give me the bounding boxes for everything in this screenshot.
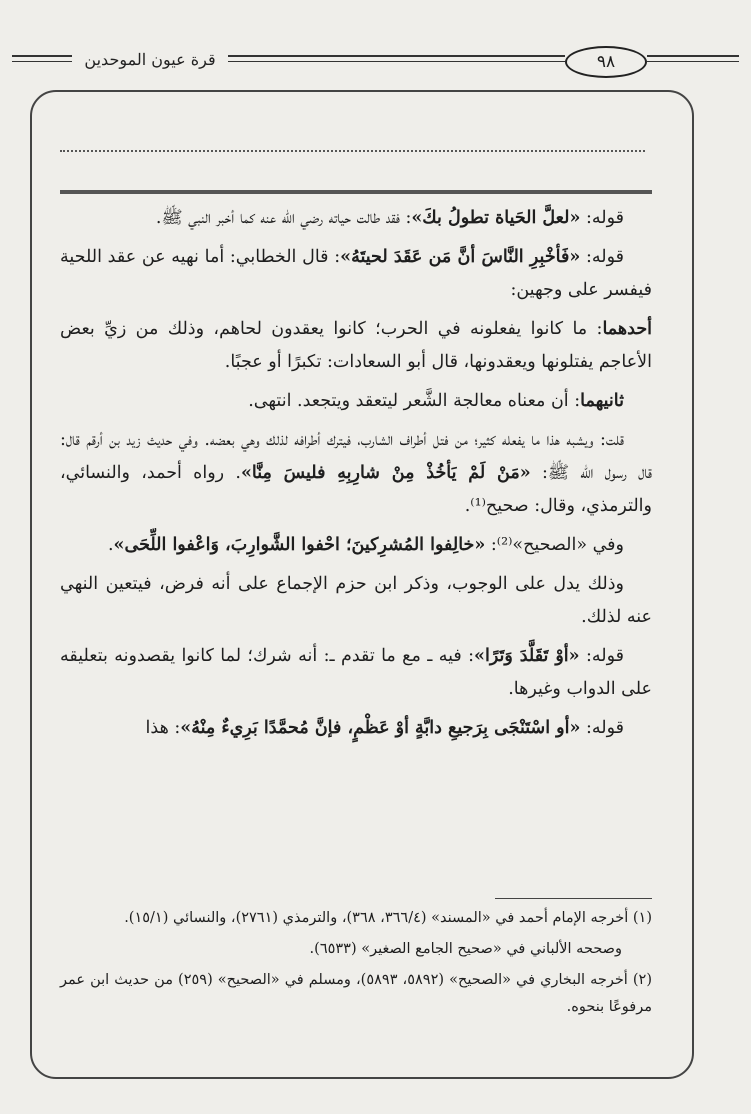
footnote: (٢) أخرجه البخاري في «الصحيح» (٥٨٩٢، ٥٨٩٣)، ومسلم في «الصحيح» (٢٥٩) من حديث ابن عمر مرفوعًا بنحوه. — [60, 972, 653, 1015]
paragraph: وذلك يدل على الوجوب، وذكر ابن حزم الإجماع على أنه فرض، فيتعين النهي عنه لذلك. — [60, 574, 652, 627]
footnote: وصححه الألباني في «صحيح الجامع الصغير» (٦٥٣٣). — [309, 941, 622, 957]
page-header — [0, 42, 751, 82]
footnotes — [60, 905, 652, 1025]
paragraph: ثانيهما: أن معناه معالجة الشَّعر ليتعقد ويتجعد. انتهى. — [248, 391, 624, 411]
header-rule-middle — [228, 55, 565, 57]
paragraph: قوله: «أوْ تَقَلَّدَ وَتَرًا»: فيه ـ مع ما تقدم ـ: أنه شرك؛ لما كانوا يقصدونه بتعليقه على الدواب وغيرها. — [60, 646, 652, 699]
book-title: قرة عيون الموحدين — [84, 50, 216, 69]
main-text — [60, 202, 652, 751]
paragraph: قوله: «فَأخْبِرِ النَّاسَ أنَّ مَن عَقَدَ لحيتَهُ»: قال الخطابي: أما نهيه عن عقد اللحية فيفسر على وجهين: — [60, 247, 652, 300]
header-rule-left-thin — [12, 61, 72, 62]
paragraph: قوله: «لعلَّ الحَياة تطولُ بكَ»: فقد طالت حياته رضي الله عنه كما أخبر النبي ﷺ. — [155, 208, 624, 228]
dotted-separator — [60, 150, 645, 152]
header-rule-left — [12, 55, 72, 57]
footnote: (١) أخرجه الإمام أحمد في «المسند» (٣٦٦/٤، ٣٦٨)، والترمذي (٢٧٦١)، والنسائي (١٥/١). — [124, 910, 652, 926]
header-rule-middle-thin — [228, 61, 565, 62]
header-rule-right — [647, 55, 739, 57]
paragraph: أحدهما: ما كانوا يفعلونه في الحرب؛ كانوا يعقدون لحاهم، وذلك من زيِّ بعض الأعاجم يفتلونها ويعقدونها، قال أبو السعادات: تكبرًا أو عجبًا. — [60, 319, 652, 372]
page-number: ٩٨ — [565, 46, 647, 78]
paragraph: وفي «الصحيح»⁽²⁾: «خالِفوا المُشرِكينَ؛ احْفوا الشَّوارِبَ، وَاعْفوا اللِّحَى». — [107, 535, 624, 555]
header-rule-right-thin — [647, 61, 739, 62]
paragraph: قوله: «أو اسْتَنْجَى بِرَجيعِ دابَّةٍ أوْ عَظْمٍ، فإنَّ مُحمَّدًا بَرِيءٌ مِنْهُ»: هذا — [145, 718, 624, 738]
thick-separator — [60, 190, 652, 194]
footnote-separator — [495, 898, 652, 899]
paragraph: قلت: ويشبه هذا ما يفعله كثير؛ من فتل أطراف الشارب، فيترك أطرافه لذلك وهي بعضه. وفي حديث زيد بن أرقم قال: قال رسول الله ﷺ: «مَنْ لَمْ يَأخُذْ مِنْ شارِبِهِ فليسَ مِنَّا». رواه أحمد، والنسائي، والترمذي، وقال: صحيح⁽¹⁾. — [60, 430, 653, 516]
